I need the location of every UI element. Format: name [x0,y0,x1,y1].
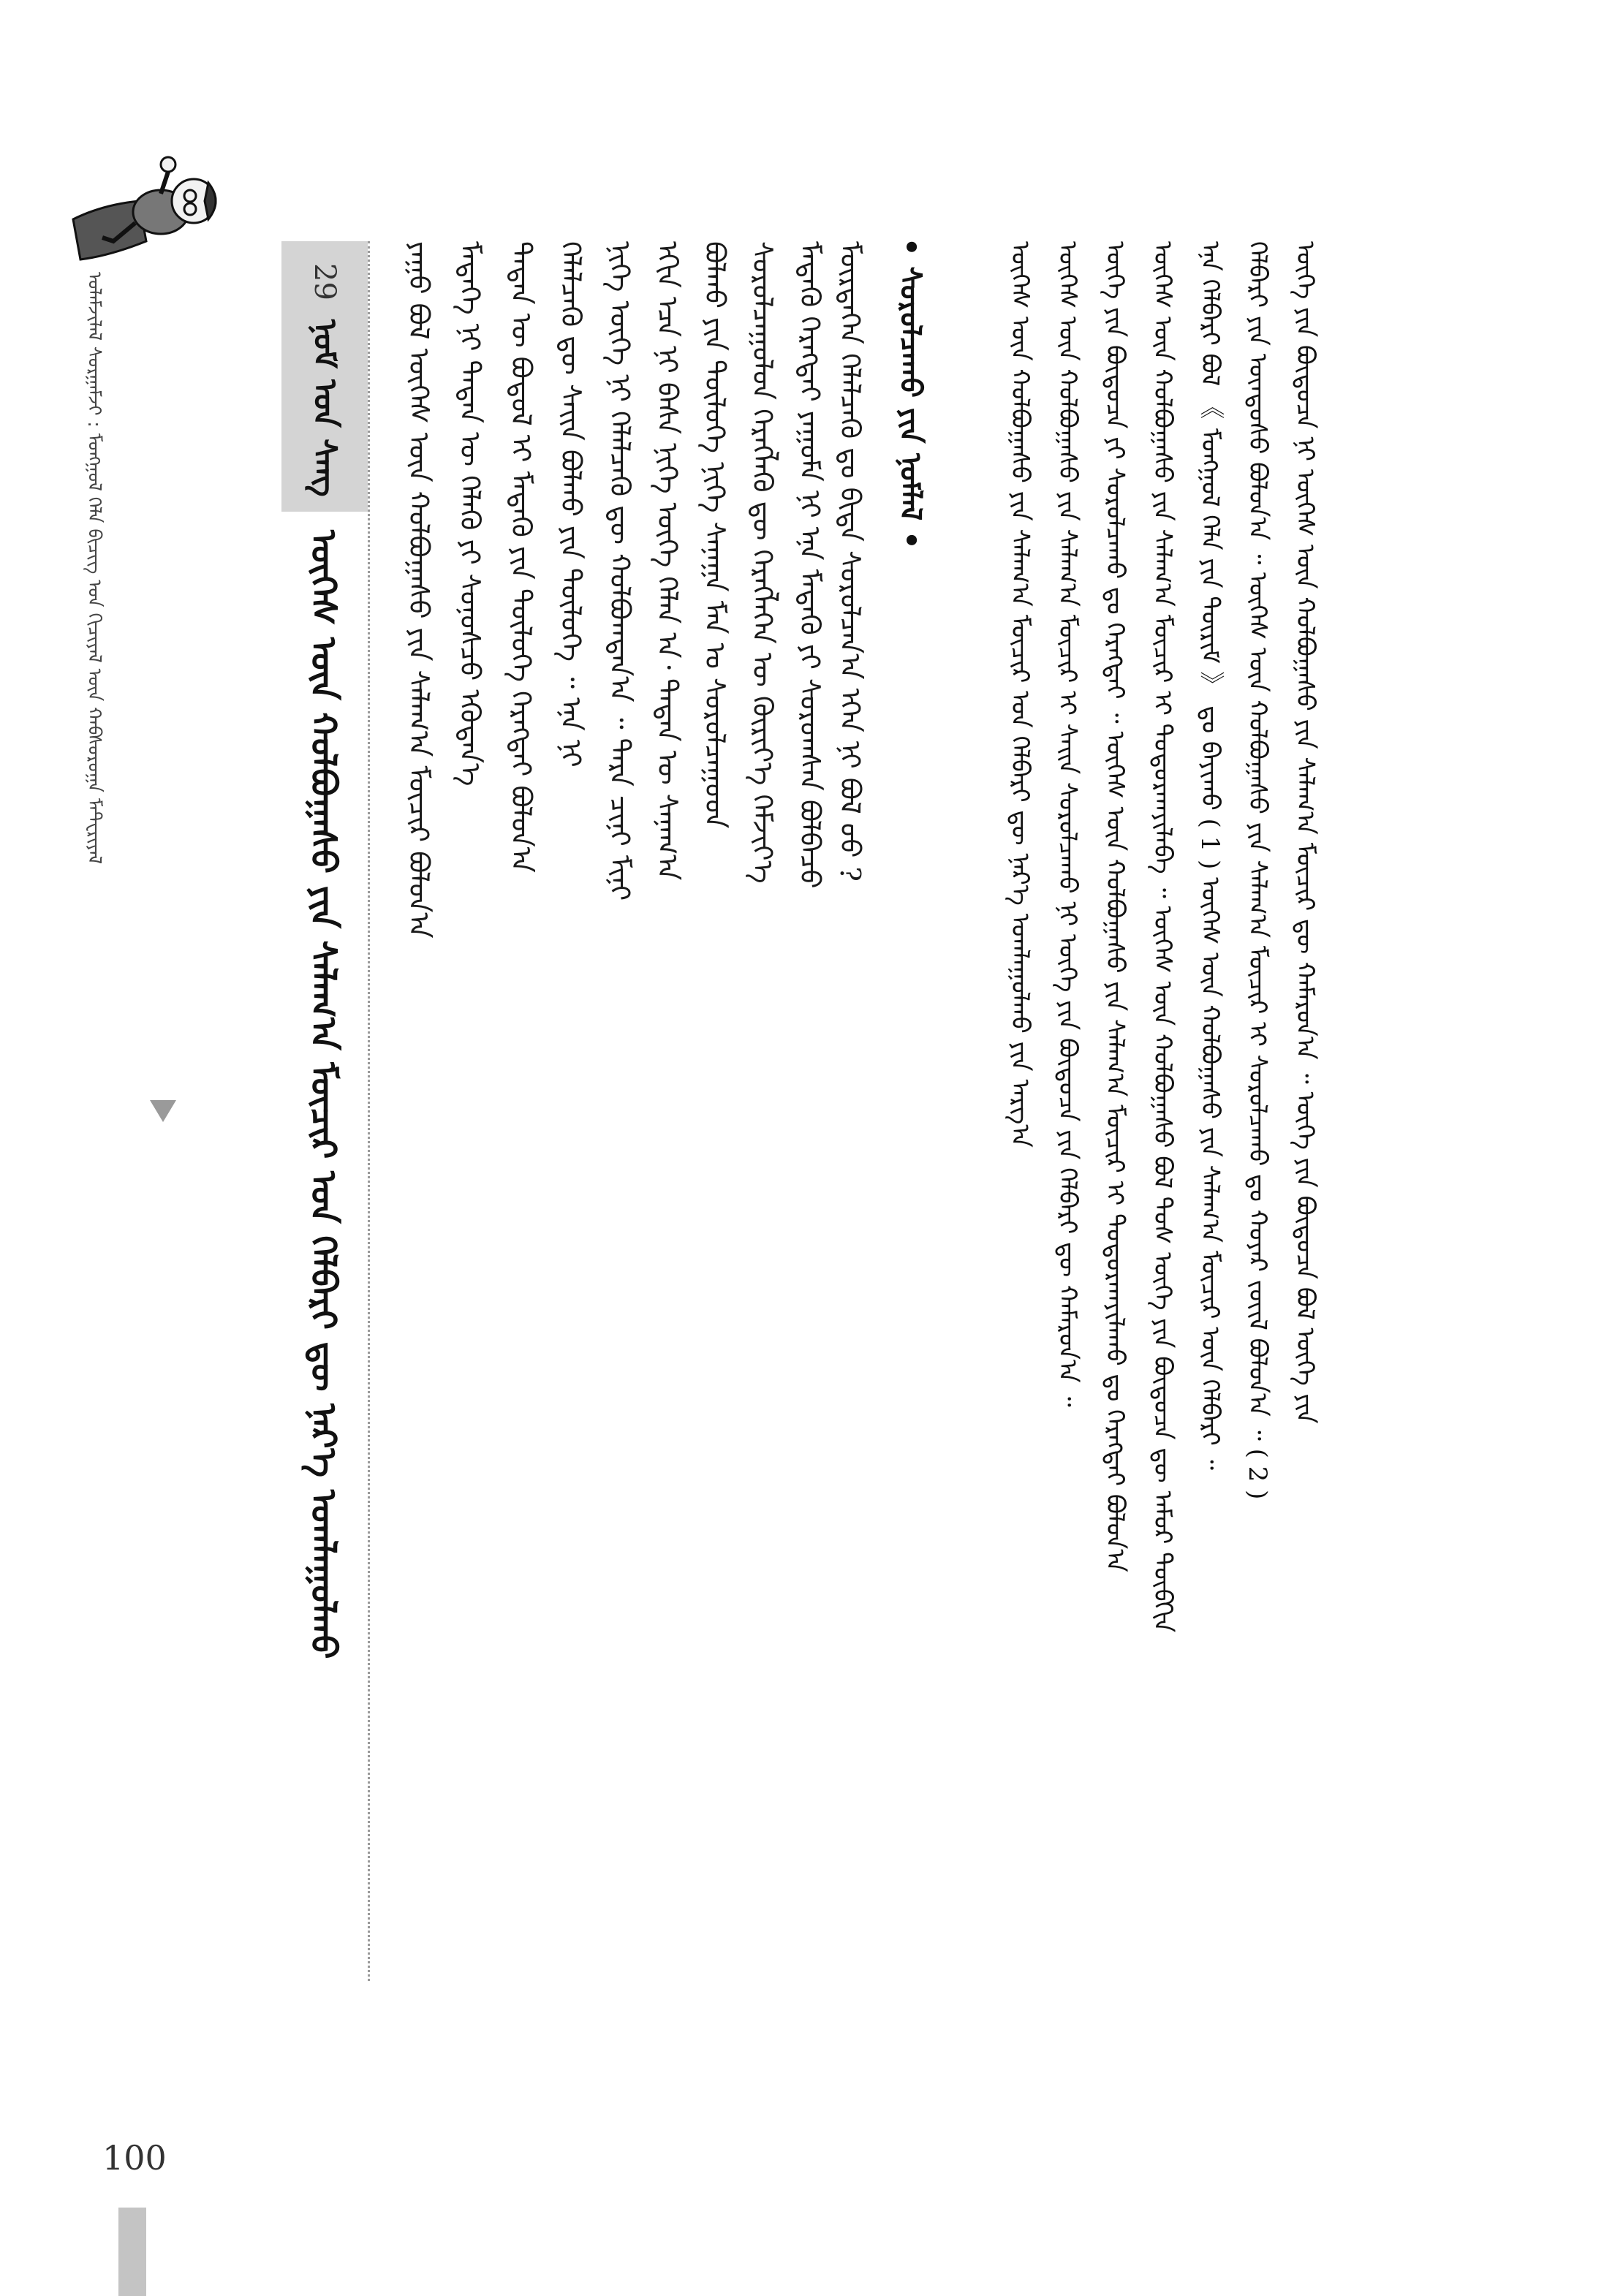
paragraph-line: ᠦᠭᠡᠰ ᠦᠨ ᠬᠣᠯᠪᠣᠭᠠᠰᠤ ᠶᠢᠨ ᠰᠠᠯᠠᠭ᠎ᠠ ᠮᠥᠴᠢᠷ ᠢ ᠰᠠᠢᠨ ᠰᠤᠷᠤᠯᠴᠠᠬᠤ ᠨᠢ ᠦᠭᠡ ᠶᠢᠨ ᠪᠦᠲᠦᠴᠡ ᠶᠢᠨ ᠬᠡᠯᠪᠡᠷᠢ ᠳᠦ ᠬᠠᠮᠠᠷᠤᠨ᠎ᠠ ᠃ [1053,241,1082,1407]
paragraph-line: ᠦᠭᠡ ᠶᠢᠨ ᠪᠦᠲᠦᠴᠡ ᠶᠢ ᠰᠤᠷᠤᠯᠴᠠᠬᠤ ᠳᠤ ᠬᠡᠷᠡᠭᠲᠡᠢ ᠃ ᠦᠭᠡᠰ ᠦᠨ ᠬᠣᠯᠪᠣᠭᠠᠰᠤ ᠶᠢᠨ ᠰᠠᠯᠠᠭ᠎ᠠ ᠮᠥᠴᠢᠷ ᠢ ᠲᠣᠳᠤᠷᠬᠠᠶᠢᠯᠠᠬᠤ ᠳᠤ ᠬᠡᠷᠡᠭᠲᠡᠢ ᠪᠣᠯᠤᠨ᠎ᠠ [1100,241,1130,1572]
section-label: ᠨᠣᠮ ᠤᠨ ᠰᠠᠩ [306,319,344,497]
section-title: ᠦᠭᠡᠰ ᠦᠨ ᠬᠣᠯᠪᠣᠭᠠᠰᠤ ᠶᠢᠨ ᠰᠠᠯᠠᠭ᠎ᠠ ᠮᠥᠴᠢᠷ ᠤᠨ ᠬᠡᠯᠪᠡᠷᠢ ᠳᠦ ᠨᠡᠷ᠎ᠡ ᠣᠭᠯᠠᠭᠤᠯᠬᠤ [303,530,344,1659]
paragraph-line: ᠦᠭᠡᠰ ᠦᠨ ᠬᠣᠯᠪᠣᠭᠠᠰᠤ ᠶᠢᠨ ᠰᠠᠯᠠᠭ᠎ᠠ ᠮᠥᠴᠢᠷ ᠤᠨ ᠬᠡᠯᠪᠡᠷᠢ ᠳᠦ ᠨᠡᠷ᠎ᠡ ᠣᠭᠯᠠᠭᠤᠯᠬᠤ ᠶᠢᠨ ᠠᠷᠭ᠎ᠠ [1005,241,1034,1148]
paragraph-line: ᠡᠨᠡ ᠬᠡᠯᠪᠡᠷᠢ ᠪᠣᠯ 《 ᠮᠣᠩᠭᠣᠯ ᠬᠡᠯᠡ ᠶᠢᠨ ᠳᠦᠷᠢᠮ 》 ᠳᠤ ᠪᠠᠶᠢᠬᠤ ( 1 ) ᠦᠭᠡᠰ ᠦᠨ ᠬᠣᠯᠪᠣᠭᠠᠰᠤ ᠶᠢᠨ ᠰᠠᠯᠠᠭ᠎ᠠ ᠮᠥᠴᠢᠷ ᠦᠨ ᠬᠡᠯᠪᠡᠷᠢ ᠃ [1195,241,1225,1470]
poem-line: ᠬᠡᠯᠡᠯᠴᠡᠬᠦ ᠳᠦ ᠰᠠᠢᠨ ᠪᠣᠯᠬᠤ ᠶᠢᠨ ᠲᠥᠯᠥᠭᠡ ᠃ ᠡᠨᠡ ᠨᠢ [555,241,587,768]
poem-line: ᠨᠢᠭᠡ ᠦᠭᠡ ᠨᠢ ᠬᠡᠯᠡᠯᠴᠡᠬᠦ ᠳᠦ ᠬᠣᠯᠪᠣᠭᠳᠠᠨ᠎ᠠ ᠃ ᠲᠡᠷᠡ ᠴᠢᠨᠢ ᠮᠢᠨᠢ [604,241,636,901]
triangle-marker-icon [150,1100,176,1122]
poem-line: ᠲᠡᠳᠡᠨ ᠦ ᠪᠣᠳᠤᠯ ᠢ ᠮᠡᠳᠡᠬᠦ ᠶᠢᠨ ᠲᠥᠯᠥᠭᠡ ᠬᠡᠷᠡᠭᠲᠡᠢ ᠪᠣᠯᠤᠨ᠎ᠠ [505,241,537,873]
mascot-illustration [58,132,227,278]
subheading: • ᠰᠤᠷᠤᠯᠴᠠᠬᠤ ᠶᠢᠨ ᠨᠣᠮᠯᠠᠯ • [893,238,928,550]
poem-line: ᠮᠡᠳᠡᠭᠡ ᠨᠢ ᠲᠡᠳᠡᠨ ᠦ ᠬᠡᠯᠡᠬᠦ ᠶᠢ ᠰᠣᠨᠣᠰᠴᠤ ᠡᠭᠦᠳᠡᠨ᠎ᠡ [454,241,486,787]
poem-line: ᠶᠠᠭᠤ ᠪᠣᠯ ᠦᠭᠡᠰ ᠦᠨ ᠬᠣᠯᠪᠣᠭᠠᠰᠤ ᠶᠢᠨ ᠰᠠᠯᠠᠭ᠎ᠠ ᠮᠥᠴᠢᠷ ᠪᠣᠯᠤᠨ᠎ᠠ [403,241,435,939]
poem-line: ᠮᠡᠳᠡᠬᠦ ᠬᠡᠷᠡᠭᠲᠡᠢ ᠶᠠᠭᠤᠮᠠ ᠨᠢ ᠡᠨᠡ ᠮᠡᠳᠡᠭᠦ ᠶᠢ ᠰᠤᠷᠤᠭᠰᠠᠨ ᠪᠣᠯᠪᠠᠴᠤ [794,241,826,889]
paragraph-line: ᠦᠭᠡᠰ ᠦᠨ ᠬᠣᠯᠪᠣᠭᠠᠰᠤ ᠶᠢᠨ ᠰᠠᠯᠠᠭ᠎ᠠ ᠮᠥᠴᠢᠷ ᠢ ᠲᠣᠳᠤᠷᠬᠠᠶᠢᠯᠠᠪᠠ ᠃ ᠦᠭᠡᠰ ᠦᠨ ᠬᠣᠯᠪᠣᠭᠠᠰᠤ ᠪᠣᠯ ᠲᠤᠰ ᠦᠭᠡ ᠶᠢᠨ ᠪᠦᠲᠦᠴᠡ ᠳᠦ ᠠᠮᠤᠷ ᠲᠥᠪᠬᠢᠨ [1148,241,1177,1633]
paragraph-line: ᠦᠭᠡ ᠶᠢᠨ ᠪᠦᠲᠦᠴᠡ ᠨᠢ ᠦᠭᠡᠰ ᠦᠨ ᠬᠣᠯᠪᠣᠭᠠᠰᠤ ᠶᠢᠨ ᠰᠠᠯᠠᠭ᠎ᠠ ᠮᠥᠴᠢᠷ ᠳᠦ ᠬᠠᠮᠠᠷᠤᠨ᠎ᠠ ᠃ ᠦᠭᠡ ᠶᠢᠨ ᠪᠦᠲᠦᠴᠡ ᠪᠣᠯ ᠦᠭᠡ ᠶᠢᠨ [1290,241,1320,1424]
section-number: 29 [308,263,341,300]
paragraph-line: ᠬᠡᠯᠪᠡᠷᠢ ᠶᠢᠨ ᠦᠨᠳᠦᠰᠦ ᠪᠣᠯᠤᠨ᠎ᠠ ᠃ ᠦᠭᠡᠰ ᠦᠨ ᠬᠣᠯᠪᠣᠭᠠᠰᠤ ᠶᠢᠨ ᠰᠠᠯᠠᠭ᠎ᠠ ᠮᠥᠴᠢᠷ ᠢ ᠰᠤᠷᠤᠯᠴᠠᠬᠤ ᠳᠤ ᠬᠣᠶᠠᠷ ᠵᠦᠢᠯ ᠪᠣᠯᠤᠨ᠎ᠠ ᠃ ( 2 ) [1243,241,1272,1500]
running-header: ᠤᠯᠠᠮᠵᠢᠯᠠᠯ ᠰᠤᠷᠭᠠᠮᠵᠢ : ᠮᠣᠩᠭᠣᠯ ᠬᠡᠯᠡ ᠪᠢᠴᠢᠭ ᠤᠨ ᠬᠢᠴᠢᠶᠡᠯ ᠦᠨ ᠬᠠᠪᠰᠤᠷᠤᠭᠠ ᠮᠠᠲ᠋ᠧᠷᠢᠶᠠᠯ [84,272,105,865]
side-tab [118,2208,146,2296]
section-label-box [281,241,368,512]
page-number: 100 [102,2138,167,2178]
poem-line: ᠰᠤᠷᠤᠯᠴᠠᠭᠤᠯᠤᠨ ᠬᠡᠷᠡᠭᠯᠡᠬᠦ ᠳᠦ ᠬᠡᠷᠡᠭᠯᠡᠭᠡᠨ ᠦ ᠬᠦᠷᠢᠶ᠎ᠡ ᠬᠡᠮᠵᠢᠶ᠎ᠡ [746,241,779,884]
poem-line: ᠡᠬᠢᠨ ᠡᠴᠡ ᠨᠢ ᠪᠠᠰᠠ ᠨᠢᠭᠡ ᠦᠭᠡ ᠬᠡᠯᠡᠨ ᠠ᠂ ᠲᠡᠳᠡᠨ ᠦ ᠰᠠᠨᠠᠭ᠎ᠠ [651,241,684,881]
poem-line: ᠮᠥᠷᠲᠡᠭᠡᠨ ᠬᠡᠯᠡᠯᠴᠡᠬᠦ ᠳᠤ ᠪᠢᠳᠡ ᠰᠤᠷᠤᠯᠴᠠᠨ᠎ᠠ ᠡᠭᠡᠨ ᠨᠢ ᠪᠣᠯ ᠤᠤ ? [834,241,866,882]
poem-line: ᠪᠣᠯᠬᠤ ᠶᠢᠨ ᠲᠥᠯᠥᠭᠡ ᠨᠢᠭᠡ ᠰᠠᠨᠠᠭᠠ ᠮᠠᠨ ᠤ ᠰᠤᠷᠤᠯᠴᠠᠭᠤᠳ [699,241,731,829]
dotted-divider [368,241,370,1981]
